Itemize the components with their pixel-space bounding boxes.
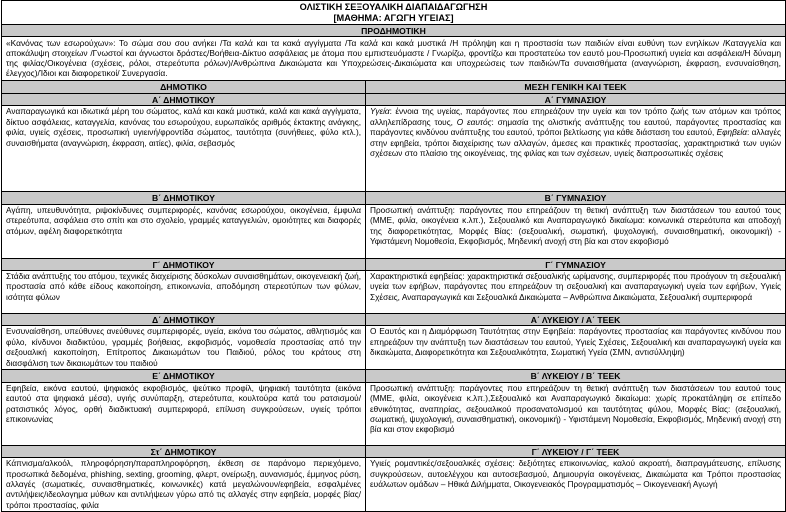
column-heading-secondary: ΜΕΣΗ ΓΕΝΙΚΗ ΚΑΙ ΤΕΕΚ [366,81,786,93]
grade-heading-row [2,370,786,382]
grade-heading-primary: Δ΄ ΔΗΜΟΤΙΚΟΥ [2,314,366,326]
grade-content-primary: Ενσυναίσθηση, υπεύθυνες ανεύθυνες συμπεριφορές, υγεία, εικόνα του σώματος, αθλητισμός και φύλο, κίνδυνοι διαδικτύου, γραμμές βοήθειας, εκφοβισμός, νομοθεσία προστασίας από την σεξουαλική κακοποίηση, Επίτροπος Δικαιωμάτων του Παιδιού, ρόλος του κράτους στη διασφάλιση των δικαιωμάτων του παιδιού [2,326,366,370]
curriculum-sheet [1,0,785,512]
curriculum-table [1,0,786,512]
preschool-text-row [2,37,786,81]
preschool-text: «Κανόνας των εσωρούχων»: Το σώμα σου σου ανήκει /Τα καλά και τα κακά αγγίγματα /Τα καλά και κακά μυστικά /Η πρόληψη και η προστασία των παιδιών είναι ευθύνη των ενηλίκων /Καταγγελία και αποκάλυψη στοιχείων /Γνωστοί και άγνωστοι δράστες/Βοήθεια-Δίκτυο ασφάλειας με άτομα που εμπιστευόμαστε / Γνωρίζω, φροντίζω και προστατεύω τον εαυτό μου-Προσωπική υγιεία και ασφάλεια/Η δύναμη της φιλίας/Οικογένεια (σχέσεις, ρόλοι, στερεότυπα ρόλων)/Ανθρώπινα Δικαιώματα και Υποχρεώσεις-Δικαιώματα και υποχρεώσεις των παιδιών/Τα συναισθήματα (αναγνώριση, έκφραση, ενσυναίσθηση, έλεγχος)/Ίδιοι και διαφορετικοί/ Συνεργασία. [2,37,786,81]
grade-heading-secondary: Γ΄ ΛΥΚΕΙΟΥ / Γ΄ ΤΕΕΚ [366,445,786,457]
grade-content-primary: Εφηβεία, εικόνα εαυτού, ψηφιακός εκφοβισμός, ψεύτικο προφίλ, ψηφιακή ταυτότητα (εικόνα εαυτού στα ψηφιακά μέσα), υγιής συνύπαρξη, στερεότυπα, κουλτούρα κατά του ρατσισμού/ρατσιστικός λόγος, ορθή διαδικτυακή συμπεριφορά, επίλυση συγκρούσεων, υγιείς τρόποι επικοινωνίας [2,382,366,445]
grade-heading-primary: Β΄ ΔΗΜΟΤΙΚΟΥ [2,192,366,204]
page-title: ΟΛΙΣΤΙΚΗ ΣΕΞΟΥΑΛΙΚΗ ΔΙΑΠΑΙΔΑΓΩΓΗΣΗ [299,2,488,12]
emphasis-term: Υγεία [370,107,390,117]
grade-content-primary: Στάδια ανάπτυξης του ατόμου, τεχνικές διαχείρισης δύσκολων συναισθημάτων, οικογενειακή ζωή, προστασία από κάθε είδους κακοποίηση, επικοινωνία, αποδόμηση στερεοτύπων των φύλων, ισότητα φύλων [2,271,366,314]
grade-content-row [2,382,786,445]
grade-heading-secondary: Α΄ ΛΥΚΕΙΟΥ / Α΄ ΤΕΕΚ [366,314,786,326]
grade-heading-primary: Ε΄ ΔΗΜΟΤΙΚΟΥ [2,370,366,382]
body-text: : έννοια της υγείας, παράγοντες που επηρεάζουν την υγεία και τον τρόπο ζωής των ατόμων και τρόπος αλληλεπίδρασης τους, [370,107,782,127]
grade-content-secondary: Προσωπική ανάπτυξη: παράγοντες που επηρεάζουν τη θετική ανάπτυξη των διαστάσεων του εαυτού τους (ΜΜΕ, φιλία, οικογένεια κ.λπ.),Σεξουαλικό και Αναπαραγωγικό δικαίωμα: χωρίς προκατάληψη σε επίπεδο εθνικότητας, αναπηρίας, σεξουαλικού προσανατολισμού και ταυτότητας φύλου, Μορφές Βίας: (σεξουαλική, σωματική, ψυχολογική, συναισθηματική, οικονομική) - Υφιστάμενη Νομοθεσία, Εκφοβισμός, Μηδενική ανοχή στη βία και στον εκφοβισμό [366,382,786,445]
grade-content-secondary: Προσωπική ανάπτυξη: παράγοντες που επηρεάζουν τη θετική ανάπτυξη των διαστάσεων του εαυτού τους (ΜΜΕ, φιλία, οικογένεια κ.λπ.), Σεξουαλικό και Αναπαραγωγικό δικαίωμα: κοινωνικά στερεότυπα και αποδοχή της διαφορετικότητας, Μορφές Βίας: (σεξουαλική, σωματική, ψυχολογική, συναισθηματική, οικονομική) - Υφιστάμενη Νομοθεσία, Εκφοβισμός, Μηδενική ανοχή στη βία και στον εκφοβισμό [366,204,786,258]
title-cell [2,1,786,25]
page-subtitle: [ΜΑΘΗΜΑ: ΑΓΩΓΗ ΥΓΕΙΑΣ] [333,12,454,23]
grade-content-secondary: Χαρακτηριστικά εφηβείας: χαρακτηριστικά σεξουαλικής ωρίμανσης, συμπεριφορές που προάγουν τη σεξουαλική υγεία των εφήβων, παράγοντες που επηρεάζουν τη σεξουαλική και αναπαραγωγική υγεία των εφήβων, Υγιείς Σχέσεις, Αναπαραγωγικά και Σεξουαλικά Δικαιώματα – Ανθρώπινα Δικαιώματα, Σεξουαλική συμπεριφορά [366,271,786,314]
emphasis-term: Εφηβεία [716,128,747,138]
grade-heading-primary: Στ΄ ΔΗΜΟΤΙΚΟΥ [2,445,366,457]
grade-heading-secondary: Γ΄ ΓΥΜΝΑΣΙΟΥ [366,258,786,270]
grade-content-row [2,326,786,370]
grade-content-row [2,204,786,258]
grade-heading-primary: Γ΄ ΔΗΜΟΤΙΚΟΥ [2,258,366,270]
grade-content-row [2,106,786,192]
grade-heading-row [2,258,786,270]
title-row [2,1,786,25]
grade-content-secondary [366,106,786,192]
grade-heading-primary: Α΄ ΔΗΜΟΤΙΚΟΥ [2,93,366,105]
grade-content-row [2,458,786,512]
grade-heading-secondary: Β΄ ΛΥΚΕΙΟΥ / Β΄ ΤΕΕΚ [366,370,786,382]
body-text: : αλλαγές στην εφηβεία, τρόποι διαχείρισης των αλλαγών, άμεσες και πρακτικές προστασίας, χαρακτηριστικά των υγιών σχέσεων στο πλαίσιο της οικογένειας, της φιλίας και των σχέσεων, υγιείς διαπροσωπικές σχέσεις [370,128,782,159]
grade-heading-secondary: Α΄ ΓΥΜΝΑΣΙΟΥ [366,93,786,105]
grade-content-secondary: Ο Εαυτός και η Διαμόρφωση Ταυτότητας στην Εφηβεία: παράγοντες προστασίας και παράγοντες κινδύνου που επηρεάζουν την ανάπτυξη των διαστάσεων του εαυτού, Υγιείς Σχέσεις, Σεξουαλική και αναπαραγωγική υγεία και δικαιώματα, Διαφορετικότητα και Σεξουαλικότητα, Σωματική Υγεία (ΣΜΝ, αντισύλληψη) [366,326,786,370]
grade-content-primary: Κάπνισμα/αλκοόλ, πληροφόρηση/παραπληροφόρηση, έκθεση σε παράνομο περιεχόμενο, προσωπικά δεδομένα, phishing, sexting, grooming, φλερτ, ονείρωξη, αυνανισμός, έμμηνος ρύση, αλλαγές (σωματικές, συναισθηματικές, κοινωνικές) κατά μεγαλώνουν/εφηβεία, εσφαλμένες αντιλήψεις/ιδεολογημα μύθων και αντιλήψεων γύρω από τις αλλαγές στην εφηβεία, μορφές βίας/τρόποι προστασίας, φιλία [2,458,366,512]
emphasis-term: Ο εαυτός [456,117,492,127]
grade-heading-row [2,314,786,326]
column-heading-row [2,81,786,93]
grade-content-primary: Αναπαραγωγικά και ιδιωτικά μέρη του σώματος, καλά και κακά μυστικά, καλά και κακά αγγίγματα, δίκτυο ασφάλειας, καταγγελία, κανόνας του εσωρούχου, ευρωπαϊκός αριθμός έκτακτης ανάγκης, φιλία, υγιείς σχέσεις, προσωπική υγιεινή/φροντίδα σώματος, ταυτότητα (συνήθειες, φύλο κτλ.), συναισθήματα (αναγνώριση, έκφραση, αιτίες), φιλία, σεβασμός [2,106,366,192]
grade-content-secondary: Υγιείς ρομαντικές/σεξουαλικές σχέσεις: δεξιότητες επικοινωνίας, καλού ακροατή, διαπραγμάτευσης, επίλυσης συγκρούσεων, αυτοελέγχου και αυτοσεβασμού, Δημιουργία οικογένειας, Δικαιώματα και Τρόποι προστασίας ευάλωτων ομάδων – Ηθικά Διλήμματα, Οικογενειακός Προγραμματισμός – Οικογενειακή Αγωγή [366,458,786,512]
column-heading-primary: ΔΗΜΟΤΙΚΟ [2,81,366,93]
grade-heading-row [2,445,786,457]
preschool-heading: ΠΡΟΔΗΜΟΤΙΚΗ [2,25,786,37]
grade-content-primary: Αγάπη, υπευθυνότητα, ριψοκίνδυνες συμπεριφορές, κανόνας εσωρούχου, οικογένεια, έμφυλα στερεότυπα, ασφάλεια στο σπίτι και στο σχολείο, γραμμές καταγγελιών, ομοιότητες και διαφορές ατόμων, αφέλη διαφορετικότητα [2,204,366,258]
grade-heading-row [2,192,786,204]
grade-content-row [2,271,786,314]
grade-heading-secondary: Β΄ ΓΥΜΝΑΣΙΟΥ [366,192,786,204]
grade-heading-row [2,93,786,105]
body-text: : σημασία της ολιστικής ανάπτυξης του εαυτού, παράγοντες προστασίας και παράγοντες κινδύνου ανάπτυξης του εαυτού, τρόποι βελτίωσης για κάθε διάσταση του εαυτού, [370,117,782,138]
preschool-heading-row [2,25,786,37]
